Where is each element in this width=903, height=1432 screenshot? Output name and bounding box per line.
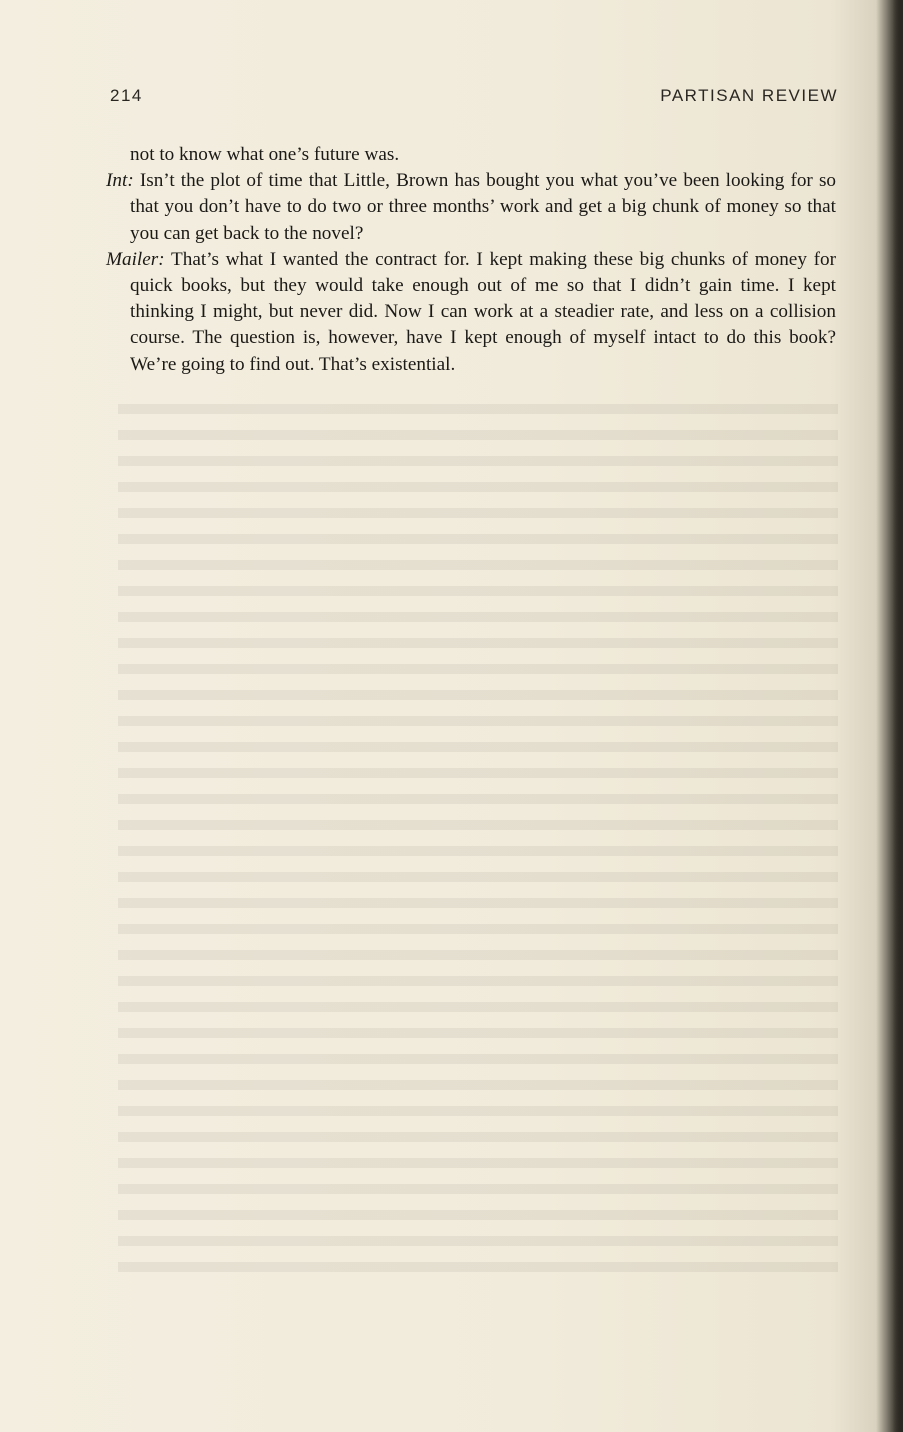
paragraph-text: Isn’t the plot of time that Little, Brown has bought you what you’ve been looking for so that you don’t have to do two or three months’ work and get a big chunk of money so that you can get back to the novel?	[130, 170, 837, 244]
paragraph-text: not to know what one’s future was.	[130, 144, 400, 165]
interview-paragraph	[106, 247, 836, 378]
paragraph-text: That’s what I wanted the contract for. I kept making these big chunks of money for quick books, but they would take enough out of me so that I didn’t gain time. I kept thinking I might, but never did. Now I can work at a steadier rate, and less on a collision course. The question is, however, have I kept enough of myself intact to do this book? We’re going to find out. That’s existential.	[130, 248, 837, 375]
page-header	[110, 86, 838, 110]
speaker-label: Mailer:	[106, 248, 165, 270]
speaker-label: Int:	[106, 170, 134, 192]
show-through-text	[118, 404, 838, 1284]
continuation-paragraph	[106, 142, 836, 168]
body-text	[106, 142, 836, 378]
running-head: PARTISAN REVIEW	[660, 86, 838, 105]
page-number: 214	[110, 86, 143, 105]
interview-paragraph	[106, 168, 836, 247]
page-edge-shadow	[893, 0, 903, 1432]
